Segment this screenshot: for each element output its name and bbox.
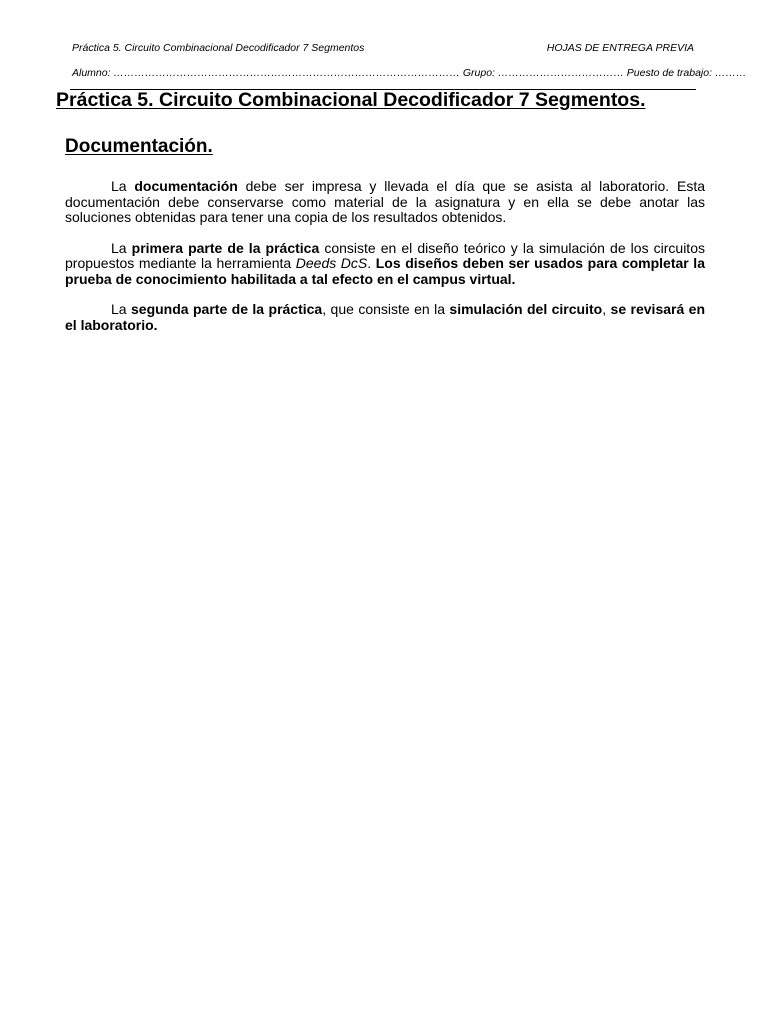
student-info-line: Alumno: ……………………………………………………………………………………… Grupo: ……………………………… Puesto de trabajo: ………: [72, 67, 747, 79]
bold-run: segunda parte de la práctica: [131, 301, 323, 317]
text-run: La: [111, 239, 132, 256]
bold-run: simulación del circuito: [449, 301, 603, 317]
text-run: debe ser impresa y llevada el día que se asista al laboratorio. Esta documentación debe conservarse como material de la asignatura y en ella se debe anotar las soluciones obtenidas para tener una copia de los resultados obtenidos.: [65, 178, 705, 225]
document-body: [65, 179, 705, 348]
page-title: Práctica 5. Circuito Combinacional Decodificador 7 Segmentos.: [56, 89, 646, 111]
header-doc-tag: HOJAS DE ENTREGA PREVIA: [546, 42, 694, 54]
bold-run: primera parte de la práctica: [131, 239, 320, 256]
text-run: La: [111, 301, 131, 317]
header-top-row: [72, 42, 694, 56]
paragraph-first-part: [65, 241, 705, 288]
header-doc-title: Práctica 5. Circuito Combinacional Decodificador 7 Segmentos: [72, 42, 365, 54]
text-run: ,: [602, 301, 611, 317]
text-run: , que consiste en la: [322, 301, 450, 317]
text-run: .: [367, 255, 376, 271]
text-run: La: [111, 178, 135, 194]
text-run: consiste en el diseño teórico y la simulación de los circuitos propuestos mediante la herramienta: [65, 239, 705, 271]
bold-run: Los diseños deben ser usados para completar la prueba de conocimiento habilitada a tal efecto en el campus virtual.: [65, 255, 705, 287]
paragraph-second-part: [65, 302, 705, 333]
page-header: [72, 42, 747, 81]
section-heading: Documentación.: [65, 136, 213, 157]
italic-run: Deeds DcS: [295, 255, 368, 271]
bold-run: se revisará en el laboratorio.: [65, 301, 706, 333]
paragraph-documentation: [65, 179, 705, 226]
bold-run: documentación: [134, 178, 238, 194]
